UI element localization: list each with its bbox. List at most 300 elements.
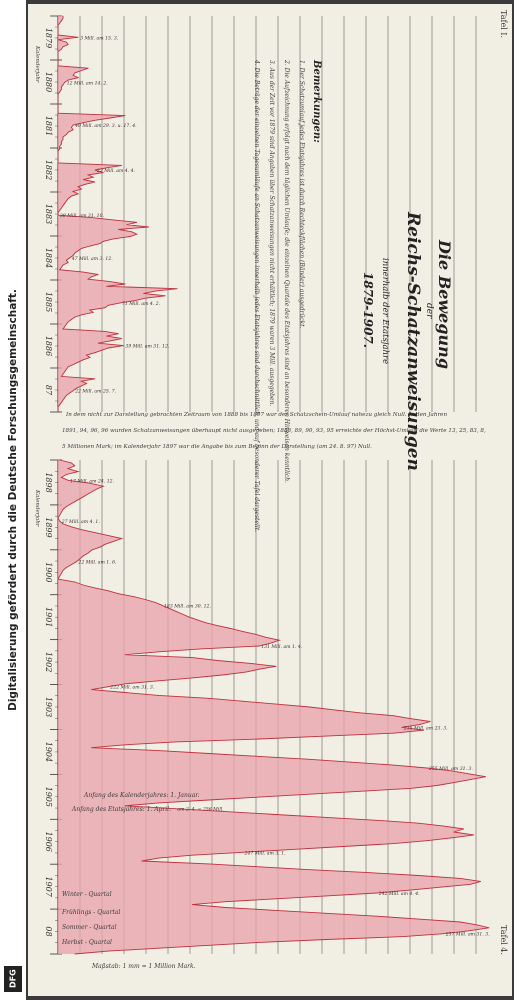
data-point bbox=[91, 689, 92, 690]
data-point bbox=[222, 675, 223, 676]
data-point bbox=[95, 532, 96, 533]
data-point bbox=[427, 840, 428, 841]
data-annotation: 38 Mill. am 31. 10. bbox=[60, 214, 104, 220]
data-point bbox=[217, 625, 218, 626]
data-point bbox=[279, 640, 280, 641]
year-tick-label: 1883 bbox=[44, 203, 53, 225]
data-point bbox=[259, 739, 260, 740]
data-point bbox=[61, 87, 62, 88]
data-point bbox=[470, 779, 471, 780]
data-point bbox=[68, 44, 69, 45]
data-point bbox=[58, 153, 59, 154]
data-point bbox=[78, 77, 79, 78]
data-point bbox=[71, 463, 72, 464]
data-point bbox=[66, 506, 67, 507]
data-point bbox=[145, 599, 146, 600]
data-point bbox=[443, 826, 444, 827]
data-point bbox=[440, 887, 441, 888]
note-3: 3. Aus der Zeit vor 1879 sind Angaben über Schatzanweisungen nicht erhältlich; 1879 waren 3 Mill. ausgegeben. bbox=[268, 60, 275, 407]
x-axis-label: Kalenderjahr bbox=[34, 46, 40, 83]
data-point bbox=[83, 122, 84, 123]
data-point bbox=[120, 303, 121, 304]
data-point bbox=[209, 864, 210, 865]
notes-heading: Bemerkungen: bbox=[311, 60, 322, 143]
data-annotation: 22 Mill. am 4. 4. bbox=[96, 169, 136, 175]
data-point bbox=[309, 869, 310, 870]
data-point bbox=[63, 205, 64, 206]
data-point bbox=[59, 405, 60, 406]
data-point bbox=[118, 593, 119, 594]
gap-note-line-1: In dem nicht zur Darstellung gebrachten Zeitraum von 1888 bis 1897 war der Schatzschein-Umlauf nahezu gleich Null. In den Jahren bbox=[66, 412, 448, 418]
data-point bbox=[141, 861, 142, 862]
data-point bbox=[259, 646, 260, 647]
data-point bbox=[88, 279, 89, 280]
data-point bbox=[230, 628, 231, 629]
data-point bbox=[452, 837, 453, 838]
data-point bbox=[393, 843, 394, 844]
data-point bbox=[110, 281, 111, 282]
data-point bbox=[66, 324, 67, 325]
data-point bbox=[58, 215, 59, 216]
data-point bbox=[78, 362, 79, 363]
data-point bbox=[158, 651, 159, 652]
data-point bbox=[105, 307, 106, 308]
data-point bbox=[98, 274, 99, 275]
data-point bbox=[66, 395, 67, 396]
data-point bbox=[64, 397, 65, 398]
data-point bbox=[108, 590, 109, 591]
data-point bbox=[58, 158, 59, 159]
data-point bbox=[86, 495, 87, 496]
year-tick-label: 1901 bbox=[44, 607, 53, 628]
data-point bbox=[182, 614, 183, 615]
data-point bbox=[393, 765, 394, 766]
data-point bbox=[250, 663, 251, 664]
data-point bbox=[158, 750, 159, 751]
data-point bbox=[81, 386, 82, 387]
data-point bbox=[410, 788, 411, 789]
data-point bbox=[95, 378, 96, 379]
legend-fiscal-start: Anfang des Etatsjahres: 1. April. bbox=[72, 806, 171, 813]
data-point bbox=[58, 212, 59, 213]
data-point bbox=[95, 120, 96, 121]
data-point bbox=[59, 269, 60, 270]
data-point bbox=[143, 293, 144, 294]
data-point bbox=[376, 916, 377, 917]
data-point bbox=[420, 724, 421, 725]
data-point bbox=[477, 925, 478, 926]
data-point bbox=[225, 811, 226, 812]
data-point bbox=[326, 896, 327, 897]
data-point bbox=[63, 570, 64, 571]
data-annotation: 215 Mill. am 23. 3. bbox=[403, 726, 448, 732]
data-point bbox=[63, 84, 64, 85]
data-point bbox=[81, 314, 82, 315]
data-point bbox=[59, 576, 60, 577]
year-tick-label: 1907 bbox=[44, 876, 53, 897]
data-point bbox=[58, 108, 59, 109]
data-point bbox=[177, 288, 178, 289]
data-point bbox=[71, 196, 72, 197]
data-point bbox=[175, 611, 176, 612]
data-point bbox=[88, 68, 89, 69]
data-point bbox=[125, 692, 126, 693]
data-point bbox=[58, 103, 59, 104]
data-point bbox=[59, 92, 60, 93]
title-line-2: der bbox=[424, 303, 434, 319]
data-point bbox=[121, 165, 122, 166]
data-point bbox=[334, 710, 335, 711]
data-point bbox=[403, 936, 404, 937]
data-point bbox=[58, 579, 59, 580]
data-point bbox=[73, 129, 74, 130]
data-point bbox=[393, 733, 394, 734]
data-point bbox=[66, 474, 67, 475]
data-point bbox=[209, 945, 210, 946]
data-annotation: 22 Mill. am 25. 7. bbox=[75, 389, 117, 395]
data-point bbox=[418, 875, 419, 876]
data-point bbox=[443, 933, 444, 934]
data-annotation: 71 Mill. am 4. 2. bbox=[122, 301, 161, 307]
data-point bbox=[359, 791, 360, 792]
panel-1898-1908 bbox=[34, 460, 490, 955]
plate-label-bottom: Tafel 4. bbox=[499, 925, 508, 955]
year-tick-label: 1886 bbox=[44, 335, 53, 357]
data-point bbox=[58, 409, 59, 410]
data-point bbox=[58, 412, 59, 413]
data-point bbox=[66, 201, 67, 202]
data-point bbox=[158, 948, 159, 949]
data-point bbox=[66, 567, 67, 568]
title-line-1: Die Bewegung bbox=[435, 240, 454, 369]
data-point bbox=[58, 61, 59, 62]
data-point bbox=[133, 596, 134, 597]
data-point bbox=[63, 16, 64, 17]
data-point bbox=[83, 179, 84, 180]
digitalization-credit: Digitalisierung gefördert durch die Deutsche Forschungsgemeinschaft. bbox=[7, 289, 19, 711]
data-point bbox=[468, 773, 469, 774]
x-axis-label: Kalenderjahr bbox=[34, 490, 40, 527]
data-point bbox=[76, 388, 77, 389]
data-point bbox=[108, 348, 109, 349]
data-annotation: 247 Mill. am 3. 1. bbox=[244, 851, 286, 857]
data-annotation: 3 Mill. am 15. 3. bbox=[80, 36, 119, 42]
data-point bbox=[393, 715, 394, 716]
data-point bbox=[91, 276, 92, 277]
data-point bbox=[165, 295, 166, 296]
data-point bbox=[105, 331, 106, 332]
data-annotation: 183 Mill. am 30. 12. bbox=[164, 604, 211, 610]
data-point bbox=[58, 39, 59, 40]
data-point bbox=[162, 605, 163, 606]
data-point bbox=[259, 669, 260, 670]
data-point bbox=[93, 177, 94, 178]
data-point bbox=[326, 817, 327, 818]
data-point bbox=[145, 298, 146, 299]
data-point bbox=[376, 893, 377, 894]
data-point bbox=[68, 198, 69, 199]
data-point bbox=[136, 234, 137, 235]
year-tick-label: 1900 bbox=[44, 562, 53, 583]
data-annotation: 12 Mill. am 14. 2. bbox=[66, 81, 108, 87]
data-point bbox=[125, 115, 126, 116]
data-point bbox=[58, 163, 59, 164]
data-point bbox=[78, 471, 79, 472]
data-point bbox=[135, 300, 136, 301]
year-tick-label: 1904 bbox=[44, 741, 53, 763]
data-point bbox=[63, 329, 64, 330]
data-point bbox=[148, 227, 149, 228]
data-annotation: 39 Mill. am 31. 12. bbox=[125, 344, 170, 350]
data-point bbox=[276, 704, 277, 705]
data-point bbox=[63, 509, 64, 510]
data-point bbox=[95, 352, 96, 353]
data-point bbox=[58, 56, 59, 57]
data-annotation: 222 Mill. am 31. 3. bbox=[110, 685, 155, 691]
data-point bbox=[76, 561, 77, 562]
data-point bbox=[125, 654, 126, 655]
data-point bbox=[78, 186, 79, 187]
data-point bbox=[74, 465, 75, 466]
data-point bbox=[368, 872, 369, 873]
data-point bbox=[276, 910, 277, 911]
data-point bbox=[276, 814, 277, 815]
data-point bbox=[64, 326, 65, 327]
legend-quarter-winter: Winter - Quartal bbox=[62, 891, 112, 898]
data-point bbox=[71, 319, 72, 320]
data-point bbox=[78, 250, 79, 251]
note-1: 1. Der Schatzumlauf jedes Etatsjahres ist durch Rechteckflächen (Bänder) ausgedrückt. bbox=[298, 60, 305, 329]
data-point bbox=[95, 182, 96, 183]
data-point bbox=[63, 265, 64, 266]
data-point bbox=[59, 515, 60, 516]
data-point bbox=[61, 477, 62, 478]
data-point bbox=[225, 901, 226, 902]
data-point bbox=[271, 643, 272, 644]
year-tick-label: 1905 bbox=[44, 786, 53, 807]
data-point bbox=[61, 49, 62, 50]
legend-quarter-summer: Sommer - Quartal bbox=[62, 924, 117, 931]
data-point bbox=[175, 742, 176, 743]
data-point bbox=[86, 383, 87, 384]
gap-note-line-2: 1891, 94, 96, 96 wurden Schatzanweisungen überhaupt nicht ausgegeben; 1888, 89, 90, 93, 95 erreichte der Höchst-Umlauf die Werte 13, 25, 83, 8, bbox=[62, 428, 486, 434]
data-point bbox=[259, 942, 260, 943]
note-4: 4. Die Beträge der einzelnen Tagesumläufe an Schatzanweisungen innerhalb jedes Etatsjahres sind durchschnittlich, und auf besonderer Tafel dargestellt. bbox=[253, 60, 260, 533]
data-point bbox=[242, 631, 243, 632]
data-point bbox=[68, 480, 69, 481]
data-point bbox=[69, 258, 70, 259]
data-point bbox=[58, 96, 59, 97]
data-point bbox=[73, 255, 74, 256]
data-point bbox=[74, 317, 75, 318]
data-point bbox=[106, 286, 107, 287]
data-annotation: 17 Mill. am 24. 12. bbox=[70, 479, 115, 485]
data-point bbox=[155, 602, 156, 603]
data-point bbox=[81, 248, 82, 249]
data-annotation: 255 Mill. am 31. 3. bbox=[428, 767, 473, 772]
data-point bbox=[118, 229, 119, 230]
data-point bbox=[58, 58, 59, 59]
data-point bbox=[61, 573, 62, 574]
data-point bbox=[123, 345, 124, 346]
data-point bbox=[259, 866, 260, 867]
data-point bbox=[158, 680, 159, 681]
data-point bbox=[83, 585, 84, 586]
data-point bbox=[266, 637, 267, 638]
data-point bbox=[64, 371, 65, 372]
year-tick-label: 1906 bbox=[44, 831, 53, 852]
data-point bbox=[125, 284, 126, 285]
data-point bbox=[58, 111, 59, 112]
data-point bbox=[63, 139, 64, 140]
plate-label-top: Tafel I. bbox=[499, 10, 508, 38]
data-point bbox=[245, 672, 246, 673]
year-tick-label: 1882 bbox=[44, 159, 53, 181]
data-point bbox=[58, 30, 59, 31]
data-point bbox=[103, 486, 104, 487]
data-point bbox=[64, 203, 65, 204]
data-annotation: 131 Mill. am 1. 4. bbox=[261, 645, 303, 650]
data-point bbox=[63, 400, 64, 401]
data-point bbox=[242, 852, 243, 853]
data-point bbox=[58, 54, 59, 55]
data-point bbox=[105, 544, 106, 545]
data-point bbox=[76, 500, 77, 501]
data-point bbox=[155, 291, 156, 292]
data-point bbox=[309, 707, 310, 708]
data-point bbox=[73, 364, 74, 365]
data-point bbox=[58, 35, 59, 36]
data-point bbox=[401, 727, 402, 728]
year-tick-label: 1902 bbox=[44, 651, 53, 673]
data-point bbox=[73, 125, 74, 126]
data-point bbox=[58, 151, 59, 152]
data-point bbox=[343, 846, 344, 847]
data-point bbox=[108, 951, 109, 952]
data-point bbox=[106, 167, 107, 168]
data-point bbox=[69, 393, 70, 394]
data-point bbox=[453, 782, 454, 783]
data-point bbox=[106, 336, 107, 337]
data-point bbox=[158, 858, 159, 859]
data-point bbox=[81, 70, 82, 71]
data-point bbox=[59, 146, 60, 147]
data-point bbox=[209, 698, 210, 699]
data-point bbox=[78, 193, 79, 194]
data-point bbox=[63, 374, 64, 375]
data-point bbox=[68, 132, 69, 133]
data-point bbox=[88, 553, 89, 554]
data-point bbox=[66, 42, 67, 43]
year-tick-label: 1898 bbox=[44, 472, 53, 493]
data-point bbox=[61, 144, 62, 145]
data-point bbox=[71, 564, 72, 565]
data-point bbox=[90, 310, 91, 311]
data-point bbox=[59, 460, 60, 461]
data-point bbox=[205, 622, 206, 623]
data-point bbox=[256, 634, 257, 635]
data-point bbox=[81, 497, 82, 498]
data-point bbox=[68, 367, 69, 368]
data-point bbox=[326, 736, 327, 737]
data-point bbox=[66, 260, 67, 261]
data-point bbox=[63, 137, 64, 138]
data-point bbox=[98, 343, 99, 344]
data-point bbox=[188, 617, 189, 618]
data-point bbox=[83, 272, 84, 273]
title-line-4: innerhalb der Etatsjahre bbox=[380, 258, 390, 365]
data-point bbox=[101, 350, 102, 351]
data-point bbox=[95, 170, 96, 171]
data-point bbox=[197, 619, 198, 620]
legend-quarter-spring: Frühlings - Quartal bbox=[62, 909, 121, 916]
data-point bbox=[326, 939, 327, 940]
data-point bbox=[59, 521, 60, 522]
data-point bbox=[79, 558, 80, 559]
data-point bbox=[63, 46, 64, 47]
data-point bbox=[58, 32, 59, 33]
data-point bbox=[58, 63, 59, 64]
data-point bbox=[95, 588, 96, 589]
data-point bbox=[418, 919, 419, 920]
data-point bbox=[81, 381, 82, 382]
data-point bbox=[71, 503, 72, 504]
data-point bbox=[110, 341, 111, 342]
data-point bbox=[59, 210, 60, 211]
year-tick-label: 87 bbox=[44, 384, 53, 396]
data-point bbox=[209, 753, 210, 754]
data-point bbox=[359, 712, 360, 713]
data-point bbox=[74, 253, 75, 254]
data-point bbox=[209, 800, 210, 801]
data-point bbox=[125, 683, 126, 684]
data-point bbox=[68, 80, 69, 81]
year-tick-label: 08 bbox=[44, 926, 53, 937]
legend-calendar-start: Anfang des Kalenderjahres: 1. Januar. bbox=[84, 792, 200, 799]
data-point bbox=[326, 913, 327, 914]
data-point bbox=[83, 556, 84, 557]
data-point bbox=[71, 526, 72, 527]
data-point bbox=[58, 94, 59, 95]
data-point bbox=[73, 75, 74, 76]
data-point bbox=[158, 695, 159, 696]
data-point bbox=[58, 160, 59, 161]
data-point bbox=[225, 907, 226, 908]
data-point bbox=[59, 148, 60, 149]
data-point bbox=[58, 25, 59, 26]
data-point bbox=[130, 236, 131, 237]
year-tick-label: 1903 bbox=[44, 696, 53, 718]
data-point bbox=[309, 794, 310, 795]
data-point bbox=[485, 776, 486, 777]
data-annotation: 257 Mill. am 31. 3. bbox=[445, 932, 490, 938]
data-point bbox=[74, 73, 75, 74]
data-point bbox=[61, 89, 62, 90]
data-point bbox=[121, 338, 122, 339]
year-tick-label: 1899 bbox=[44, 517, 53, 538]
dfg-logo: DFG bbox=[4, 966, 22, 992]
data-point bbox=[126, 224, 127, 225]
data-point bbox=[58, 407, 59, 408]
data-point bbox=[136, 222, 137, 223]
title-line-3: Reichs-Schatzanweisungen bbox=[403, 212, 423, 471]
data-point bbox=[103, 241, 104, 242]
data-point bbox=[108, 305, 109, 306]
data-point bbox=[309, 759, 310, 760]
data-annotation: 22 Mill. am 1. 6. bbox=[78, 560, 117, 566]
data-point bbox=[192, 855, 193, 856]
data-point bbox=[78, 37, 79, 38]
